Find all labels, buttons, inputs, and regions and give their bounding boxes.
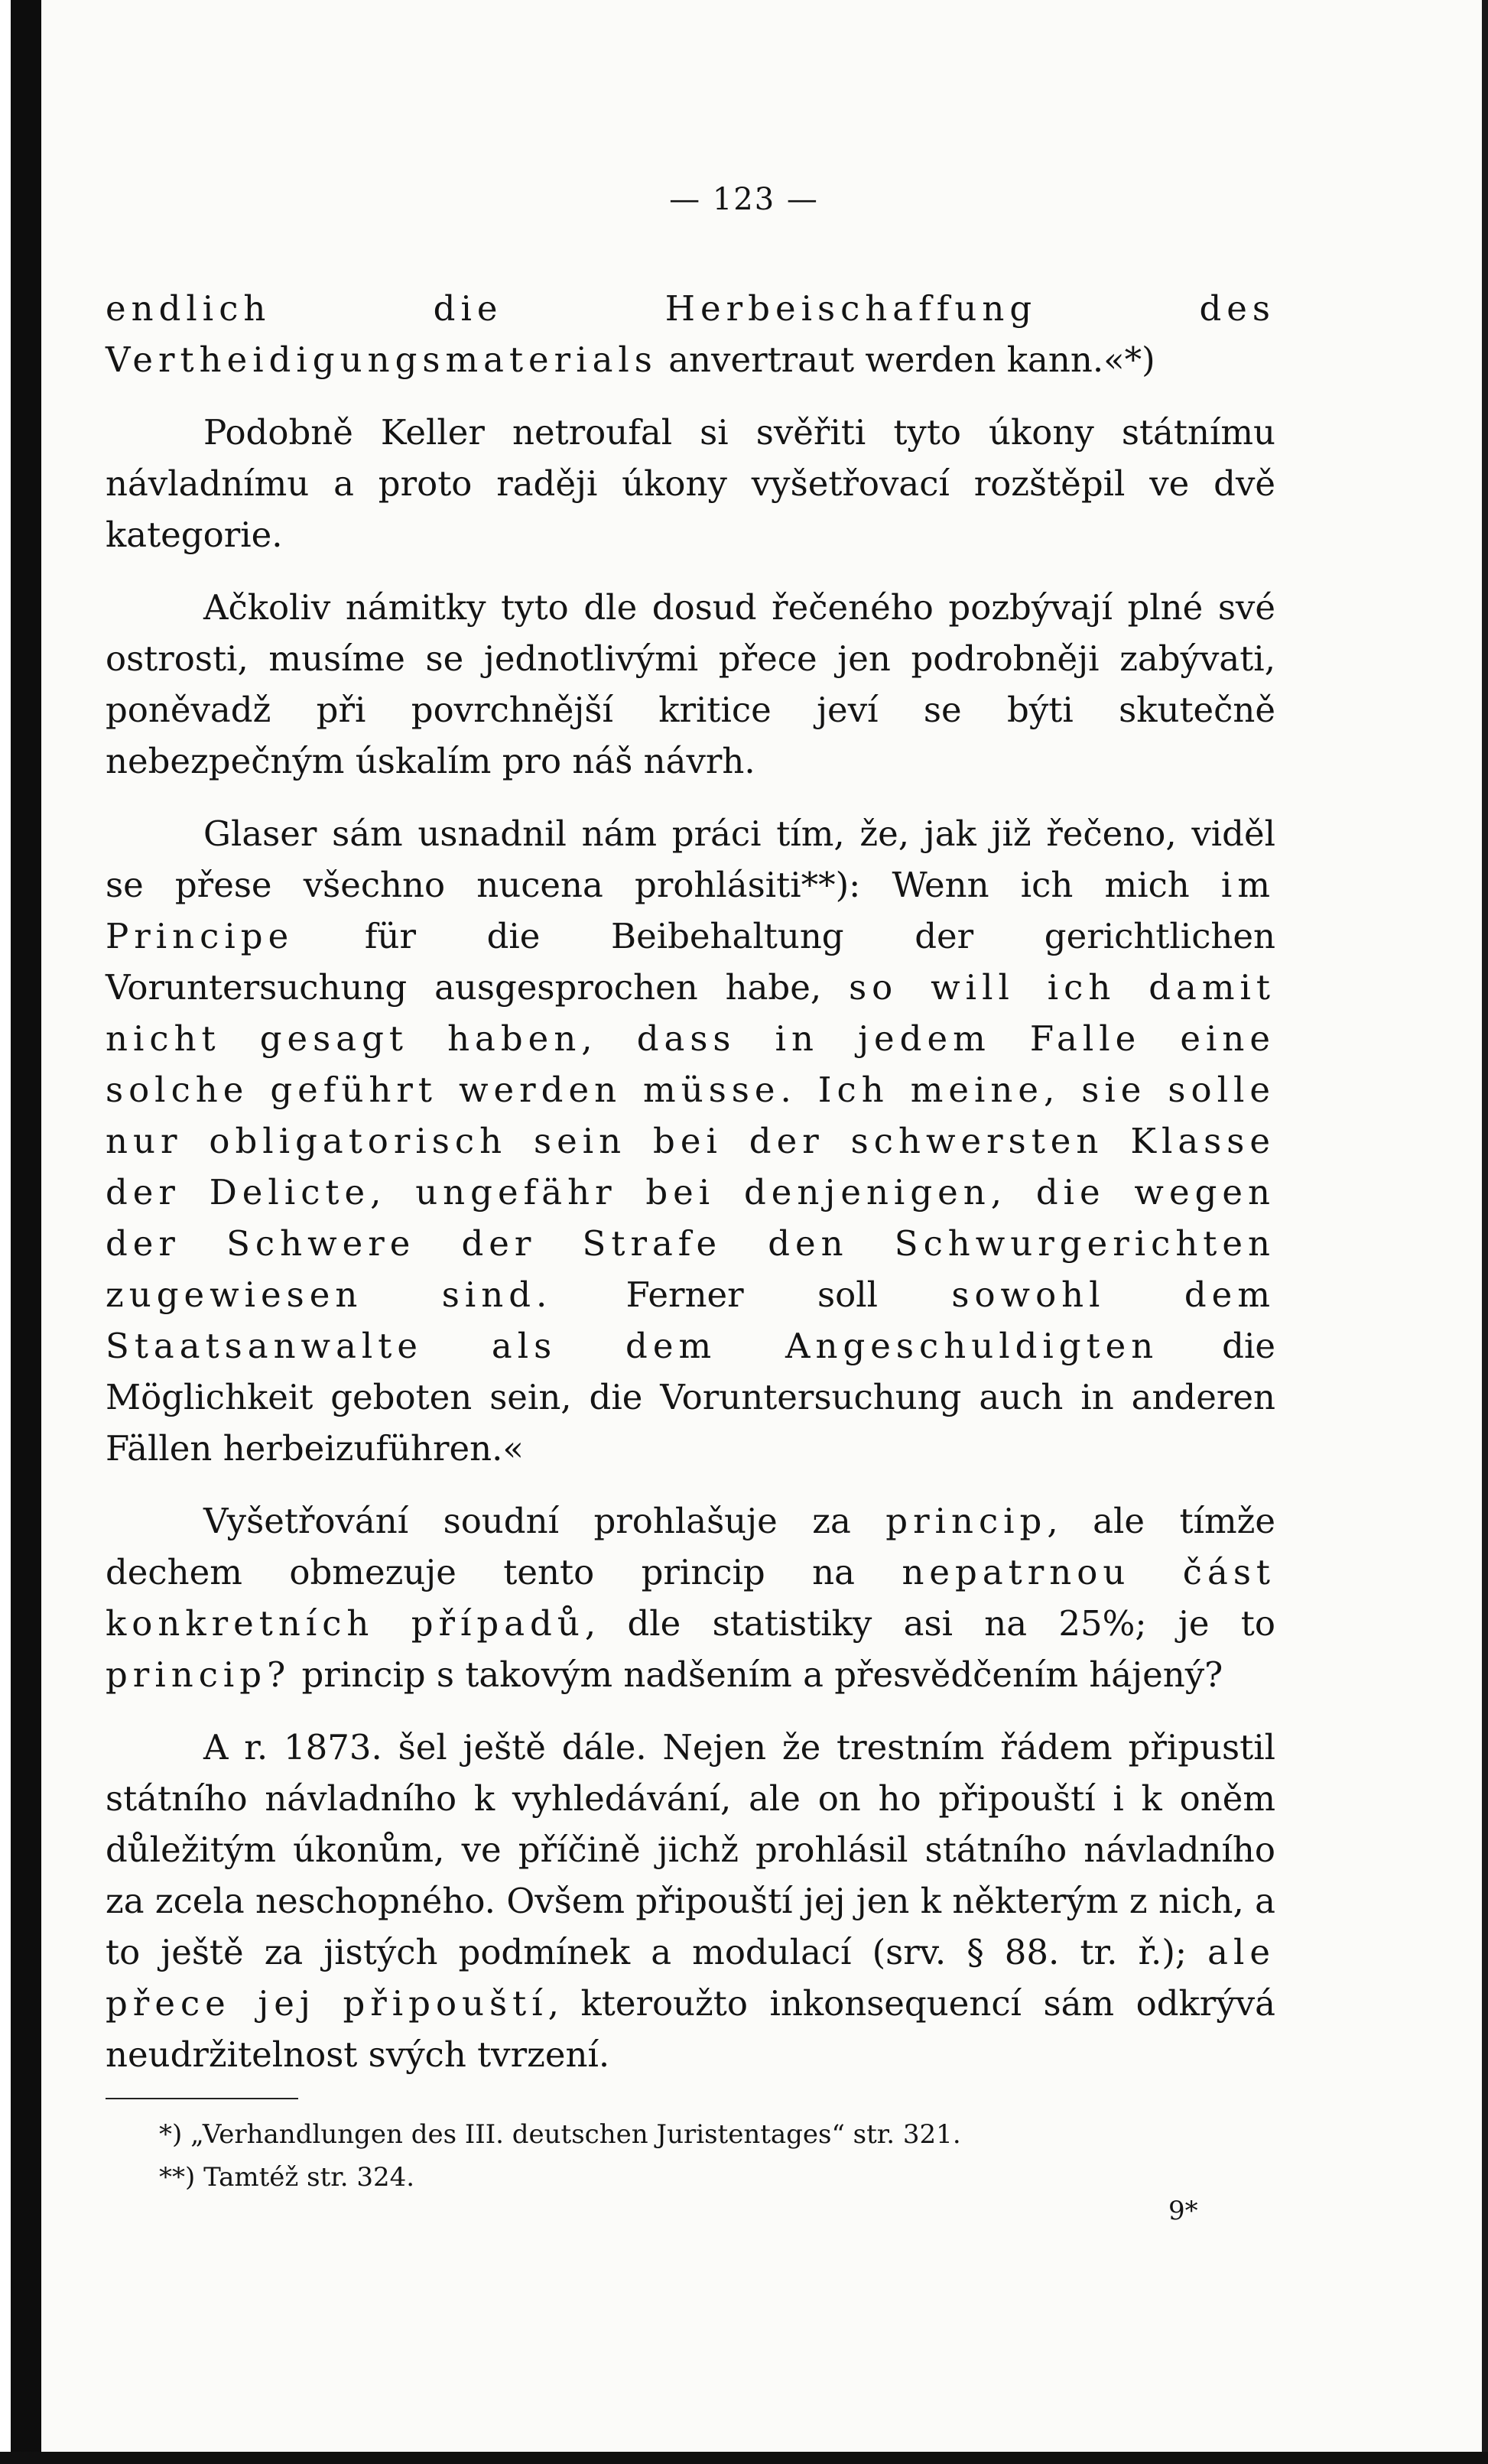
text-span: sowohl dem Staatsanwalte als dem Angeschuldigten [106,1274,1275,1366]
text-span: , kteroužto inkonsequencí sám odkrývá neudržitelnost svých tvrzení. [106,1983,1275,2075]
text-span: nepatrnou část konkretních případů [106,1552,1275,1644]
text-span: endlich die Herbeischaffung des Vertheidigungsmaterials [106,288,1275,380]
paragraph-5 [106,1495,1275,1700]
signature-mark: 9* [1168,2196,1198,2226]
text-span: für die Beibehaltung der gerichtlichen Voruntersuchung ausgesprochen habe, [106,916,1275,1008]
text-span: princip s takovým nadšením a přesvědčením hájený? [291,1654,1223,1695]
paragraph-2 [106,407,1275,560]
body-text [106,283,1275,2080]
scan-border-left [11,0,41,2464]
text-span: Ferner soll [552,1274,952,1315]
text-span: so will ich damit nicht gesagt haben, dass in jedem Falle eine solche geführt werden müsse. Ich meine, sie solle nur obligatorisch sein bei der schwersten Klasse der Delicte, ungefähr bei denjenigen, die wegen der Schwere der Strafe den Schwurgerichten zugewiesen sind. [106,967,1276,1315]
paragraph-6 [106,1722,1275,2080]
paragraph-1 [106,283,1275,385]
paragraph-4 [106,808,1275,1474]
text-span: Ačkoliv námitky tyto dle dosud řečeného pozbývají plné své ostrosti, musíme se jednotlivými přece jen podrobněji zabývati, poněvadž při povrchnější kritice jeví se býti skutečně nebezpečným úskalím pro náš návrh. [106,587,1275,781]
text-span: princip? [106,1654,291,1695]
text-span: , ale tímže dechem obmezuje tento princip na [106,1501,1275,1592]
text-span: im Principe [106,865,1275,956]
footnote-divider [106,2098,298,2099]
footnote-2: **) Tamtéž str. 324. [159,2162,415,2193]
text-span: anvertraut werden kann.«*) [657,339,1155,380]
text-span: Vyšetřování soudní prohlašuje za [203,1501,886,1541]
text-span: ale přece jej připouští [106,1932,1275,2024]
paragraph-3 [106,582,1275,787]
page-number: — 123 — [669,182,819,217]
text-span: die Möglichkeit geboten sein, die Voruntersuchung auch in anderen Fällen herbeizuführen.« [106,1326,1275,1469]
footnotes [159,2113,1230,2199]
scan-border-bottom [0,2452,1488,2464]
text-span: princip [885,1501,1048,1541]
text-span: A r. 1873. šel ještě dále. Nejen že trestním řádem připustil státního návladního k vyhledávání, ale on ho připouští i k oněm důležitým úkonům, ve příčině jichž prohlásil státního návladního za zcela neschopného. Ovšem připouští jej jen k některým z nich, a to ještě za jistých podmínek a modulací (srv. § 88. tr. ř.); [106,1727,1275,1972]
text-span: , dle statistiky asi na 25%; je to [584,1603,1275,1644]
text-span: Podobně Keller netroufal si svěřiti tyto úkony státnímu návladnímu a proto raději úkony vyšetřovací rozštěpil ve dvě kategorie. [106,412,1275,555]
footnote-1: *) „Verhandlungen des III. deutschen Juristentages“ str. 321. [159,2119,961,2150]
text-span: Glaser sám usnadnil nám práci tím, že, jak již řečeno, viděl se přese všechno nucena prohlásiti**): Wenn ich mich [106,813,1275,905]
scan-border-right [1482,0,1488,2464]
